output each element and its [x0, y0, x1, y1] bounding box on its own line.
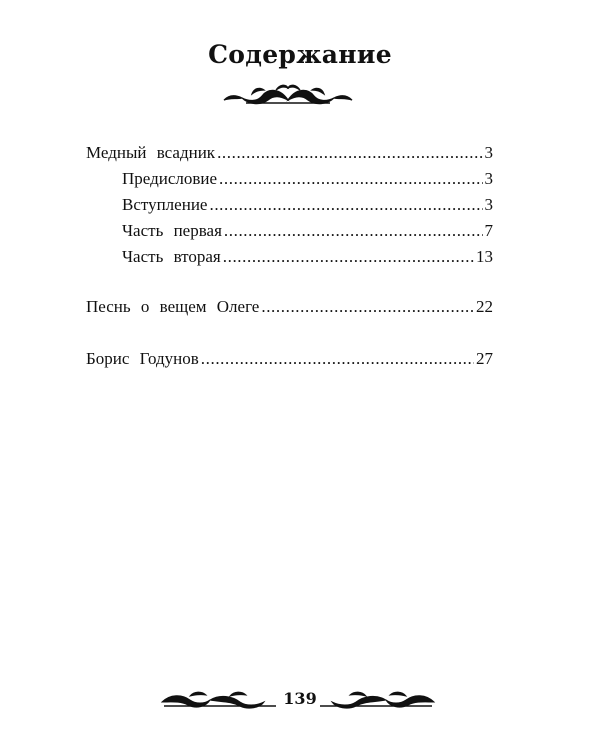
toc-dot-leader: [217, 142, 482, 164]
toc-entry: [86, 142, 493, 164]
toc-entry-label: Вступление: [122, 195, 208, 214]
toc-dot-leader: [201, 348, 474, 370]
toc-entry-page: 22: [476, 297, 493, 316]
toc-entry-label: Часть вторая: [122, 247, 221, 266]
toc-dot-leader: [219, 168, 482, 190]
toc-entry-page: 7: [484, 221, 493, 240]
toc-entry-label: Борис Годунов: [86, 349, 199, 368]
toc-entry: [122, 246, 493, 268]
toc-entry-label: Предисловие: [122, 169, 218, 188]
toc-entry-label: Песнь о вещем Олеге: [86, 297, 260, 316]
toc-entry-page: 27: [476, 349, 493, 368]
toc-entry-page: 3: [484, 169, 493, 188]
toc-entry-page: 3: [484, 143, 493, 162]
flourish-right-icon: [318, 690, 436, 712]
toc-entry-page: 13: [476, 247, 493, 266]
page-number: 139: [283, 689, 317, 708]
toc-entry: [86, 348, 493, 370]
toc-entry-page: 3: [484, 195, 493, 214]
page-title: Содержание: [208, 40, 392, 69]
flourish-ornament-icon: [222, 82, 354, 108]
toc-dot-leader: [209, 194, 482, 216]
toc-dot-leader: [261, 296, 474, 318]
toc-entry: [122, 194, 493, 216]
toc-entry: [86, 296, 493, 318]
toc-entry: [122, 168, 493, 190]
toc-dot-leader: [224, 220, 483, 242]
toc-entry: [122, 220, 493, 242]
toc-dot-leader: [223, 246, 474, 268]
toc-entry-label: Медный всадник: [86, 143, 216, 162]
toc-entry-label: Часть первая: [122, 221, 222, 240]
